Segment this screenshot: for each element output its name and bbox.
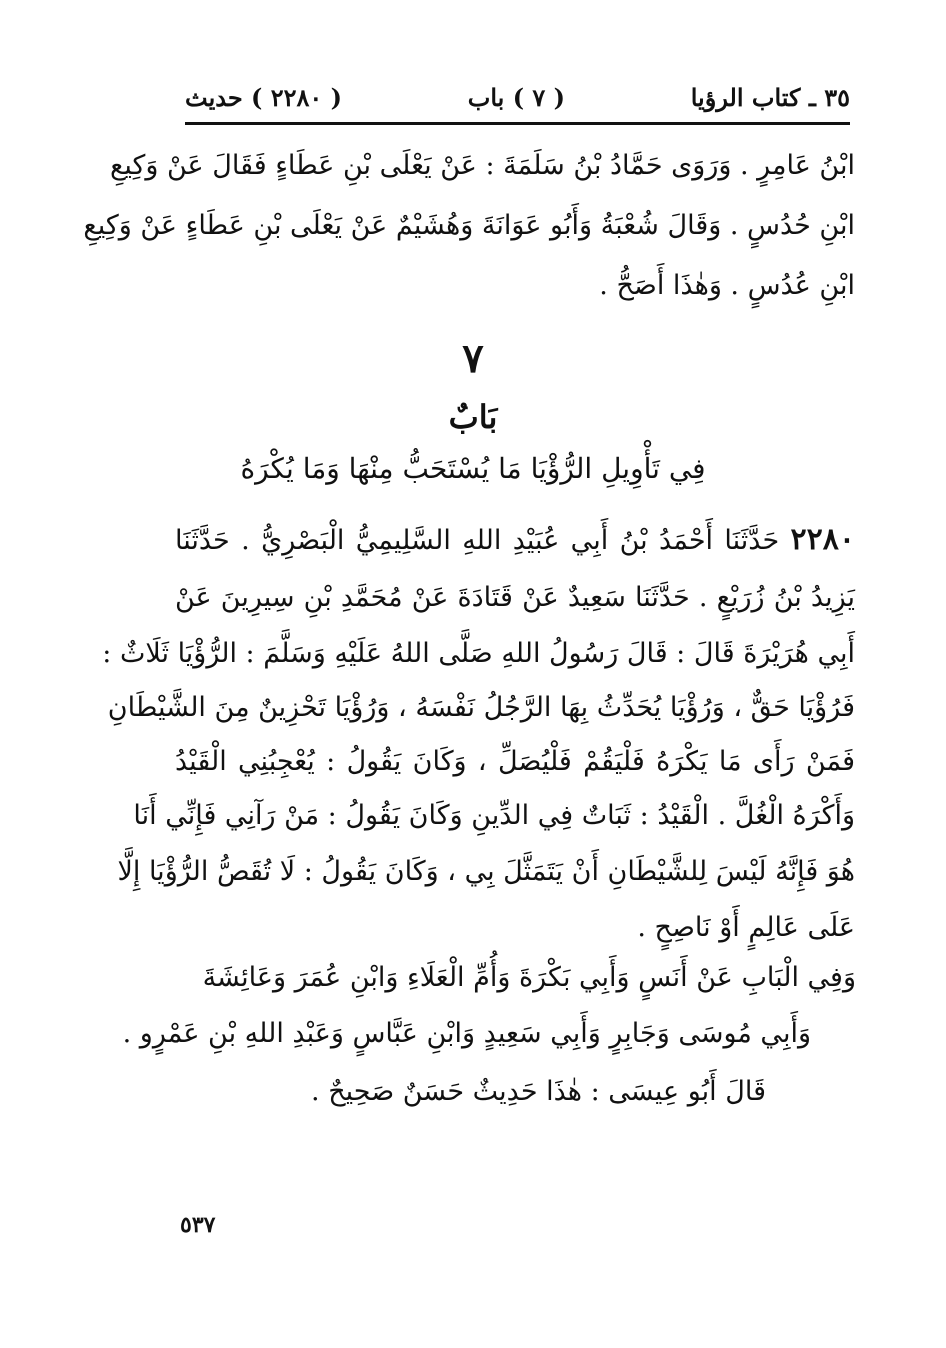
bab-number: ٧ xyxy=(462,335,484,382)
running-header xyxy=(185,72,850,122)
hadith-line-text: حَدَّثَنَا أَحْمَدُ بْنُ أَبِي عُبَيْدِ اللهِ السَّلِيمِيُّ الْبَصْرِيُّ . حَدَّثَنَا xyxy=(175,525,780,556)
bab-note-line: قَالَ أَبُو عِيسَى : هٰذَا حَدِيثٌ حَسَنٌ صَحِيحٌ . xyxy=(311,1076,766,1107)
bab-subtitle: فِي تَأْوِيلِ الرُّؤْيَا مَا يُسْتَحَبُّ مِنْهَا وَمَا يُكْرَهُ xyxy=(240,452,706,485)
hadith-line: أَبِي هُرَيْرَةَ قَالَ : قَالَ رَسُولُ اللهِ صَلَّى اللهُ عَلَيْهِ وَسَلَّمَ : الرُّؤْيَا ثَلَاثٌ : xyxy=(102,638,855,669)
intro-line: ابْنِ حُدُسٍ . وَقَالَ شُعْبَةُ وَأَبُو عَوَانَةَ وَهُشَيْمٌ عَنْ يَعْلَى بْنِ عَطَاءٍ عَنْ وَكِيعِ xyxy=(83,210,855,241)
intro-line: ابْنُ عَامِرٍ . وَرَوَى حَمَّادُ بْنُ سَلَمَةَ : عَنْ يَعْلَى بْنِ عَطَاءٍ فَقَالَ عَنْ وَكِيعِ xyxy=(110,150,855,181)
header-hadith-ref: ( ٢٢٨٠ ) حديث xyxy=(185,82,343,112)
bab-note-line: وَأَبِي مُوسَى وَجَابِرٍ وَأَبِي سَعِيدٍ وَابْنِ عَبَّاسٍ وَعَبْدِ اللهِ بْنِ عَمْرٍو . xyxy=(122,1018,811,1049)
header-rule xyxy=(185,122,850,125)
hadith-number: ٢٢٨٠ xyxy=(790,522,855,557)
hadith-line: فَمَنْ رَأَى مَا يَكْرَهُ فَلْيَقُمْ فَلْيُصَلِّ ، وَكَانَ يَقُولُ : يُعْجِبُنِي الْقَيْدُ xyxy=(175,746,855,777)
page-number: ٥٣٧ xyxy=(180,1212,216,1238)
hadith-line: فَرُؤْيَا حَقٌّ ، وَرُؤْيَا يُحَدِّثُ بِهَا الرَّجُلُ نَفْسَهُ ، وَرُؤْيَا تَحْزِينٌ مِنَ الشَّيْطَانِ xyxy=(107,692,855,723)
hadith-line: هُوَ فَإِنَّهُ لَيْسَ لِلشَّيْطَانِ أَنْ يَتَمَثَّلَ بِي ، وَكَانَ يَقُولُ : لَا تُقَصُّ الرُّؤْيَا إِلَّا xyxy=(117,856,855,887)
hadith-line: وَأَكْرَهُ الْغُلَّ . الْقَيْدُ : ثَبَاتٌ فِي الدِّينِ وَكَانَ يَقُولُ : مَنْ رَآنِي فَإِنِّي أَنَا xyxy=(133,800,855,831)
bab-note-line: وَفِي الْبَابِ عَنْ أَنَسٍ وَأَبِي بَكْرَةَ وَأُمِّ الْعَلَاءِ وَابْنِ عُمَرَ وَعَائِشَةَ xyxy=(202,962,856,993)
hadith-line: يَزِيدُ بْنُ زُرَيْعٍ . حَدَّثَنَا سَعِيدٌ عَنْ قَتَادَةَ عَنْ مُحَمَّدِ بْنِ سِيرِينَ عَنْ xyxy=(175,582,855,613)
hadith-line: عَلَى عَالِمٍ أَوْ نَاصِحٍ . xyxy=(637,912,855,943)
intro-line: ابْنِ عُدُسٍ . وَهٰذَا أَصَحُّ . xyxy=(599,270,855,301)
bab-title: بَابٌ xyxy=(448,398,498,436)
header-chapter: ( ٧ ) باب xyxy=(467,82,566,112)
hadith-line xyxy=(175,522,855,558)
header-book-title: ٣٥ ـ كتاب الرؤيا xyxy=(690,82,850,112)
